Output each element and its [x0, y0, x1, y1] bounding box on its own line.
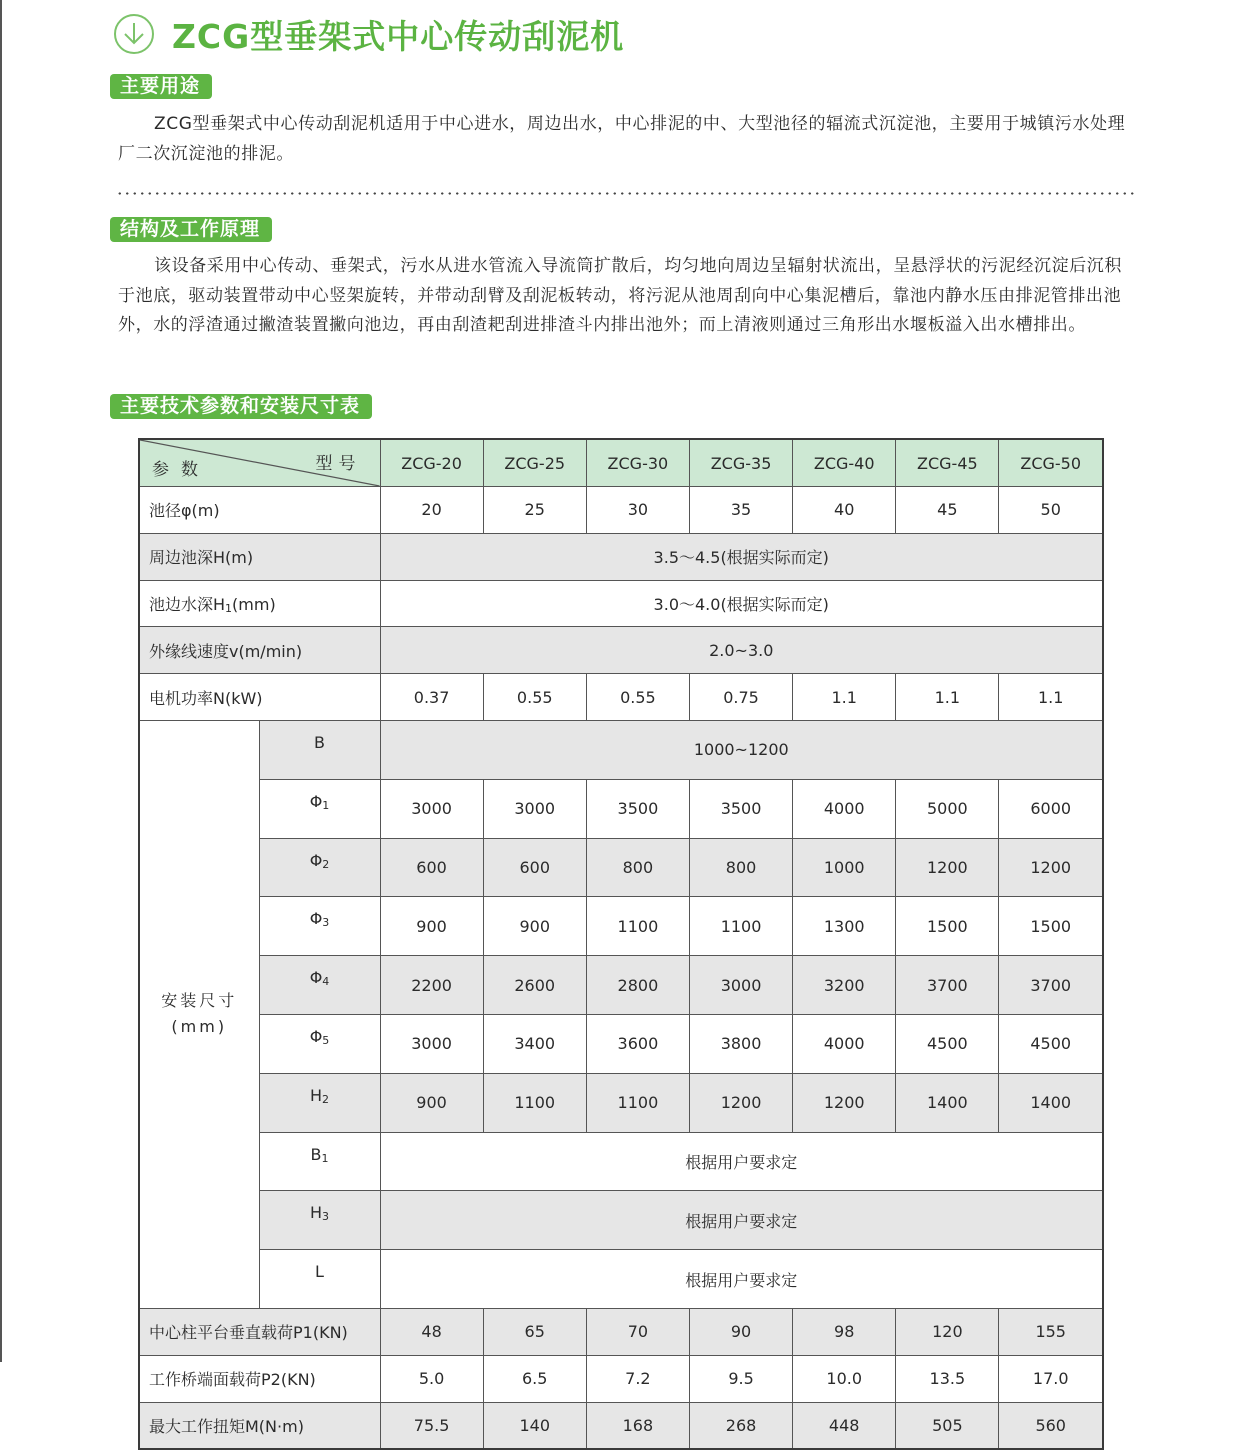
cell: 1.1	[896, 674, 999, 721]
cell: 20	[380, 487, 483, 534]
table-row	[139, 1132, 1103, 1191]
principle-paragraph: 该设备采用中心传动、垂架式，污水从进水管流入导流筒扩散后，均匀地向周边呈辐射状流出，呈悬浮状的污泥经沉淀后沉积于池底，驱动装置带动中心竖架旋转，并带动刮臂及刮泥板转动，将污泥从池周刮向中心集泥槽后，靠池内静水压由排泥管排出池外，水的浮渣通过撇渣装置撇向池边，再由刮渣耙刮进排渣斗内排出池外；而上清液则通过三角形出水堰板溢入出水槽排出。	[118, 256, 1122, 335]
cell: 448	[793, 1402, 896, 1449]
model-header: ZCG-40	[793, 439, 896, 487]
cell: 1.1	[793, 674, 896, 721]
label-unit: (mm)	[232, 594, 276, 614]
cell: 800	[586, 838, 689, 897]
cell: 140	[483, 1402, 586, 1449]
sub-label	[259, 897, 380, 956]
group-label-line2: (mm)	[171, 1017, 228, 1037]
table-row	[139, 1191, 1103, 1250]
table-row	[139, 580, 1103, 627]
cell: 6.5	[483, 1355, 586, 1402]
cell: 1100	[586, 1073, 689, 1132]
label-main: 池边水深H	[149, 594, 226, 614]
cell: 268	[689, 1402, 792, 1449]
cell: 50	[999, 487, 1103, 534]
cell: 2600	[483, 956, 586, 1015]
merged-cell: 根据用户要求定	[380, 1250, 1103, 1309]
merged-cell: 1000~1200	[380, 720, 1103, 779]
corner-model-label: 型号	[315, 454, 362, 474]
page-header	[114, 10, 624, 58]
cell: 1400	[999, 1073, 1103, 1132]
sub-label	[259, 1073, 380, 1132]
label-main: Φ	[309, 1026, 323, 1046]
cell: 7.2	[586, 1355, 689, 1402]
cell: 900	[380, 1073, 483, 1132]
table-header-row	[139, 439, 1103, 487]
cell: 9.5	[689, 1355, 792, 1402]
cell: 3000	[689, 956, 792, 1015]
row-label: 工作桥端面载荷P2(KN)	[139, 1355, 380, 1402]
cell: 1200	[999, 838, 1103, 897]
cell: 900	[483, 897, 586, 956]
cell: 1000	[793, 838, 896, 897]
cell: 3200	[793, 956, 896, 1015]
cell: 30	[586, 487, 689, 534]
cell: 1500	[896, 897, 999, 956]
model-header: ZCG-50	[999, 439, 1103, 487]
merged-cell: 3.0～4.0(根据实际而定)	[380, 580, 1103, 627]
row-label: 周边池深H(m)	[139, 533, 380, 580]
corner-param-label: 参数	[152, 460, 210, 480]
sub-label	[259, 956, 380, 1015]
table-row	[139, 720, 1103, 779]
sub-label: L	[259, 1250, 380, 1309]
cell: 0.37	[380, 674, 483, 721]
label-main: Φ	[309, 791, 323, 811]
cell: 3700	[999, 956, 1103, 1015]
row-label: 中心柱平台垂直载荷P1(KN)	[139, 1308, 380, 1355]
usage-paragraph: ZCG型垂架式中心传动刮泥机适用于中心进水，周边出水，中心排泥的中、大型池径的辐流式沉淀池，主要用于城镇污水处理厂二次沉淀池的排泥。	[118, 114, 1126, 164]
cell: 3800	[689, 1014, 792, 1073]
cell: 0.55	[586, 674, 689, 721]
cell: 505	[896, 1402, 999, 1449]
cell: 90	[689, 1308, 792, 1355]
model-header: ZCG-35	[689, 439, 792, 487]
merged-cell: 根据用户要求定	[380, 1191, 1103, 1250]
cell: 1100	[586, 897, 689, 956]
cell: 6000	[999, 779, 1103, 838]
table-row	[139, 956, 1103, 1015]
cell: 4500	[999, 1014, 1103, 1073]
install-group-label	[139, 720, 259, 1308]
cell: 65	[483, 1308, 586, 1355]
cell: 560	[999, 1402, 1103, 1449]
model-header: ZCG-25	[483, 439, 586, 487]
table-row	[139, 627, 1103, 674]
row-label: 电机功率N(kW)	[139, 674, 380, 721]
cell: 1100	[689, 897, 792, 956]
cell: 13.5	[896, 1355, 999, 1402]
cell: 600	[483, 838, 586, 897]
cell: 3500	[689, 779, 792, 838]
label-sub: 3	[322, 1210, 330, 1224]
label-main: Φ	[309, 968, 323, 988]
cell: 3000	[380, 1014, 483, 1073]
cell: 98	[793, 1308, 896, 1355]
cell: 3700	[896, 956, 999, 1015]
cell: 4000	[793, 779, 896, 838]
cell: 2800	[586, 956, 689, 1015]
cell: 45	[896, 487, 999, 534]
table-row	[139, 1402, 1103, 1449]
table-row	[139, 1014, 1103, 1073]
cell: 0.75	[689, 674, 792, 721]
merged-cell: 2.0~3.0	[380, 627, 1103, 674]
group-label-line1: 安装尺寸	[161, 991, 238, 1011]
sub-label	[259, 779, 380, 838]
sub-label	[259, 838, 380, 897]
row-label: 最大工作扭矩M(N·m)	[139, 1402, 380, 1449]
model-header: ZCG-45	[896, 439, 999, 487]
cell: 1200	[896, 838, 999, 897]
table-row	[139, 487, 1103, 534]
cell: 3000	[380, 779, 483, 838]
cell: 1200	[689, 1073, 792, 1132]
cell: 800	[689, 838, 792, 897]
cell: 3000	[483, 779, 586, 838]
cell: 5.0	[380, 1355, 483, 1402]
corner-header-cell	[139, 439, 380, 487]
cell: 1.1	[999, 674, 1103, 721]
merged-cell: 根据用户要求定	[380, 1132, 1103, 1191]
cell: 48	[380, 1308, 483, 1355]
label-main: Φ	[309, 909, 323, 929]
cell: 40	[793, 487, 896, 534]
label-sub: 1	[322, 798, 330, 812]
label-sub: 1	[225, 601, 233, 615]
model-header: ZCG-30	[586, 439, 689, 487]
table-row	[139, 1308, 1103, 1355]
section-badge-usage: 主要用途	[110, 74, 212, 99]
table-row	[139, 1073, 1103, 1132]
cell: 4000	[793, 1014, 896, 1073]
cell: 900	[380, 897, 483, 956]
label-main: H	[309, 1085, 323, 1105]
row-label: 池径φ(m)	[139, 487, 380, 534]
section-badge-principle: 结构及工作原理	[110, 217, 272, 242]
table-row	[139, 533, 1103, 580]
cell: 1400	[896, 1073, 999, 1132]
label-sub: 3	[322, 916, 330, 930]
dotted-divider	[116, 192, 1138, 195]
cell: 3600	[586, 1014, 689, 1073]
cell: 120	[896, 1308, 999, 1355]
page-title: ZCG型垂架式中心传动刮泥机	[172, 16, 625, 56]
cell: 17.0	[999, 1355, 1103, 1402]
cell: 600	[380, 838, 483, 897]
cell: 1100	[483, 1073, 586, 1132]
cell: 3400	[483, 1014, 586, 1073]
label-sub: 2	[322, 1092, 330, 1106]
label-sub: 2	[322, 857, 330, 871]
cell: 168	[586, 1402, 689, 1449]
sub-label	[259, 1132, 380, 1191]
cell: 3500	[586, 779, 689, 838]
table-row	[139, 1355, 1103, 1402]
circle-down-arrow-icon	[114, 14, 154, 54]
cell: 1300	[793, 897, 896, 956]
cell: 35	[689, 487, 792, 534]
cell: 25	[483, 487, 586, 534]
cell: 1200	[793, 1073, 896, 1132]
table-row	[139, 838, 1103, 897]
row-label: 外缘线速度v(m/min)	[139, 627, 380, 674]
cell: 5000	[896, 779, 999, 838]
table-row	[139, 897, 1103, 956]
table-row	[139, 674, 1103, 721]
cell: 155	[999, 1308, 1103, 1355]
sub-label	[259, 1014, 380, 1073]
cell: 1500	[999, 897, 1103, 956]
cell: 0.55	[483, 674, 586, 721]
cell: 4500	[896, 1014, 999, 1073]
label-sub: 4	[322, 975, 330, 989]
cell: 75.5	[380, 1402, 483, 1449]
spec-table	[138, 438, 1104, 1450]
label-sub: 1	[321, 1151, 329, 1165]
table-row	[139, 779, 1103, 838]
model-header: ZCG-20	[380, 439, 483, 487]
cell: 10.0	[793, 1355, 896, 1402]
merged-cell: 3.5～4.5(根据实际而定)	[380, 533, 1103, 580]
label-main: B	[310, 1144, 322, 1164]
sub-label	[259, 1191, 380, 1250]
sub-label: B	[259, 720, 380, 779]
cell: 2200	[380, 956, 483, 1015]
table-row	[139, 1250, 1103, 1309]
label-main: Φ	[309, 850, 323, 870]
row-label	[139, 580, 380, 627]
label-sub: 5	[322, 1033, 330, 1047]
label-main: H	[309, 1203, 323, 1223]
section-badge-table: 主要技术参数和安装尺寸表	[110, 394, 372, 419]
cell: 70	[586, 1308, 689, 1355]
